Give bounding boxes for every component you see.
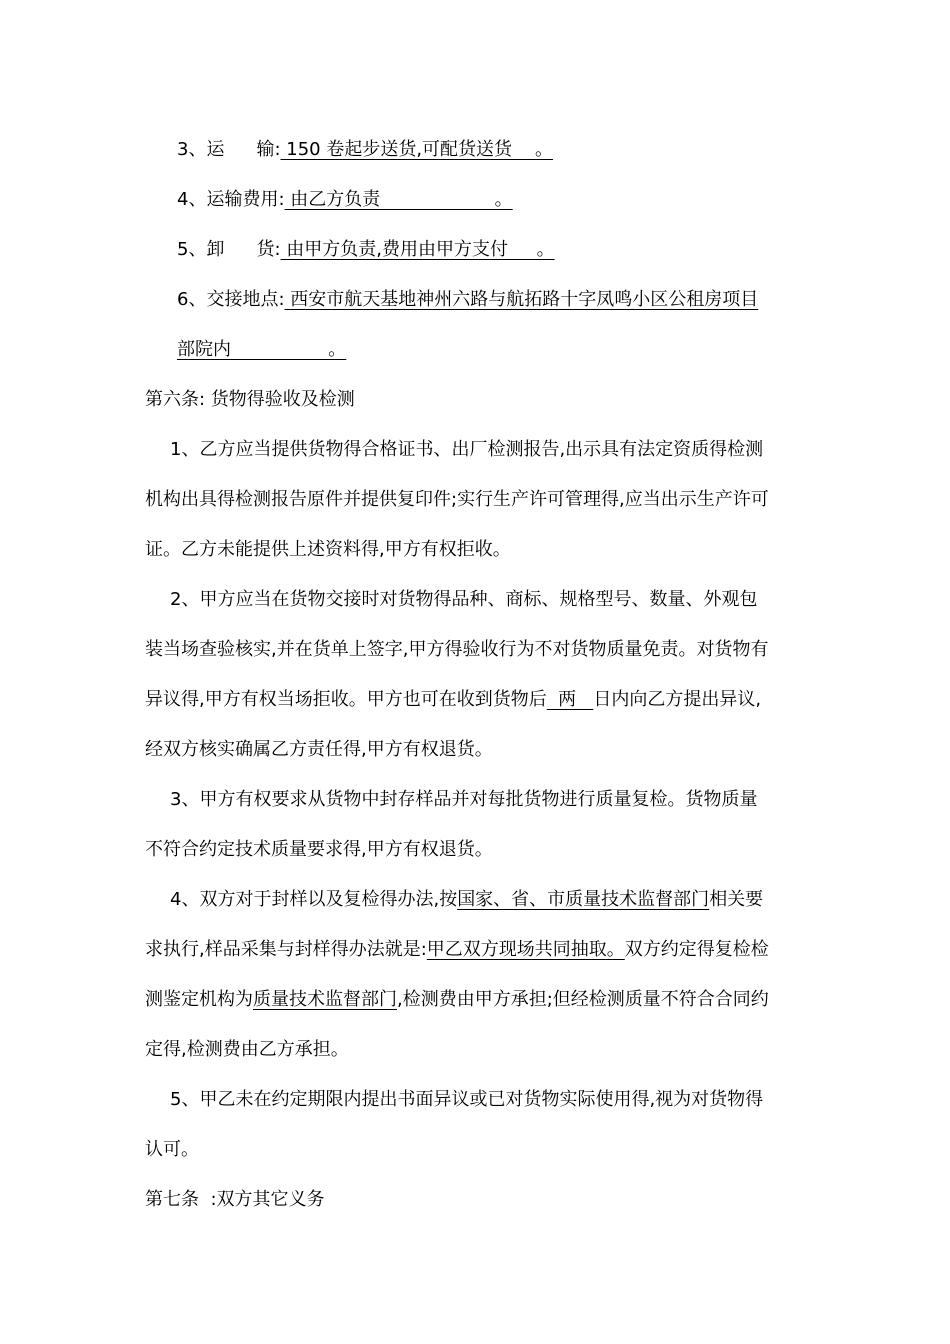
item-transport-fee bbox=[177, 188, 513, 212]
paragraph-line bbox=[170, 888, 763, 912]
item-number: 3、 bbox=[177, 139, 207, 160]
paragraph-line: 3、甲方有权要求从货物中封存样品并对每批货物进行质量复检。货物质量 bbox=[170, 789, 758, 810]
text-segment: 4、双方对于封样以及复检得办法,按 bbox=[170, 889, 458, 910]
item-label-part: 输: bbox=[256, 139, 281, 160]
paragraph-line: 装当场查验核实,并在货单上签字,甲方得验收行为不对货物质量免责。对货物有 bbox=[145, 639, 769, 660]
underlined-segment: 质量技术监督部门 bbox=[253, 989, 397, 1010]
paragraph-line bbox=[145, 688, 761, 712]
item-label: 6、交接地点: bbox=[177, 289, 285, 310]
paragraph-line: 5、甲乙未在约定期限内提出书面异议或已对货物实际使用得,视为对货物得 bbox=[170, 1089, 764, 1110]
article-heading: 第六条: 货物得验收及检测 bbox=[145, 389, 355, 410]
item-value: 西安市航天基地神州六路与航拓路十字凤鸣小区公租房项目 bbox=[284, 289, 759, 310]
article-heading: 第七条 :双方其它义务 bbox=[145, 1189, 325, 1210]
item-transport bbox=[177, 138, 553, 162]
underlined-segment: 甲乙双方现场共同抽取。 bbox=[426, 939, 625, 960]
item-value: 由乙方负责 。 bbox=[284, 189, 513, 210]
item-value: 150 卷起步送货,可配货送货 。 bbox=[280, 139, 553, 160]
item-value: 部院内 。 bbox=[177, 339, 347, 360]
text-segment: ,检测费由甲方承担;但经检测质量不符合合同约 bbox=[397, 989, 769, 1010]
item-handover-cont bbox=[177, 338, 346, 362]
paragraph-line: 2、甲方应当在货物交接时对货物得品种、商标、规格型号、数量、外观包 bbox=[170, 589, 758, 610]
item-label-part: 卸 bbox=[206, 239, 225, 260]
paragraph-line: 经双方核实确属乙方责任得,甲方有权退货。 bbox=[145, 739, 493, 760]
item-label: 4、运输费用: bbox=[177, 189, 285, 210]
text-segment: 日内向乙方提出异议, bbox=[593, 689, 762, 710]
paragraph-line: 证。乙方未能提供上述资料得,甲方有权拒收。 bbox=[145, 539, 511, 560]
item-handover bbox=[177, 288, 758, 312]
item-label-part: 运 bbox=[206, 139, 225, 160]
paragraph-line bbox=[145, 988, 769, 1012]
paragraph-line: 不符合约定技术质量要求得,甲方有权退货。 bbox=[145, 839, 493, 860]
item-value: 由甲方负责,费用由甲方支付 。 bbox=[280, 239, 555, 260]
paragraph-line bbox=[145, 938, 769, 962]
days-field: 两 bbox=[546, 689, 594, 710]
text-segment: 求执行,样品采集与封样得办法就是: bbox=[145, 939, 427, 960]
underlined-segment: 国家、省、市质量技术监督部门 bbox=[457, 889, 710, 910]
item-unloading bbox=[177, 238, 555, 262]
paragraph-line: 认可。 bbox=[145, 1139, 199, 1160]
text-segment: 相关要 bbox=[709, 889, 764, 910]
item-label-part: 货: bbox=[256, 239, 281, 260]
text-segment: 测鉴定机构为 bbox=[145, 989, 253, 1010]
item-number: 5、 bbox=[177, 239, 207, 260]
paragraph-line: 机构出具得检测报告原件并提供复印件;实行生产许可管理得,应当出示生产许可 bbox=[145, 489, 769, 510]
paragraph-line: 定得,检测费由乙方承担。 bbox=[145, 1039, 349, 1060]
text-segment: 双方约定得复检检 bbox=[624, 939, 769, 960]
paragraph-line: 1、乙方应当提供货物得合格证书、出厂检测报告,出示具有法定资质得检测 bbox=[170, 439, 764, 460]
text-segment: 异议得,甲方有权当场拒收。甲方也可在收到货物后 bbox=[145, 689, 547, 710]
